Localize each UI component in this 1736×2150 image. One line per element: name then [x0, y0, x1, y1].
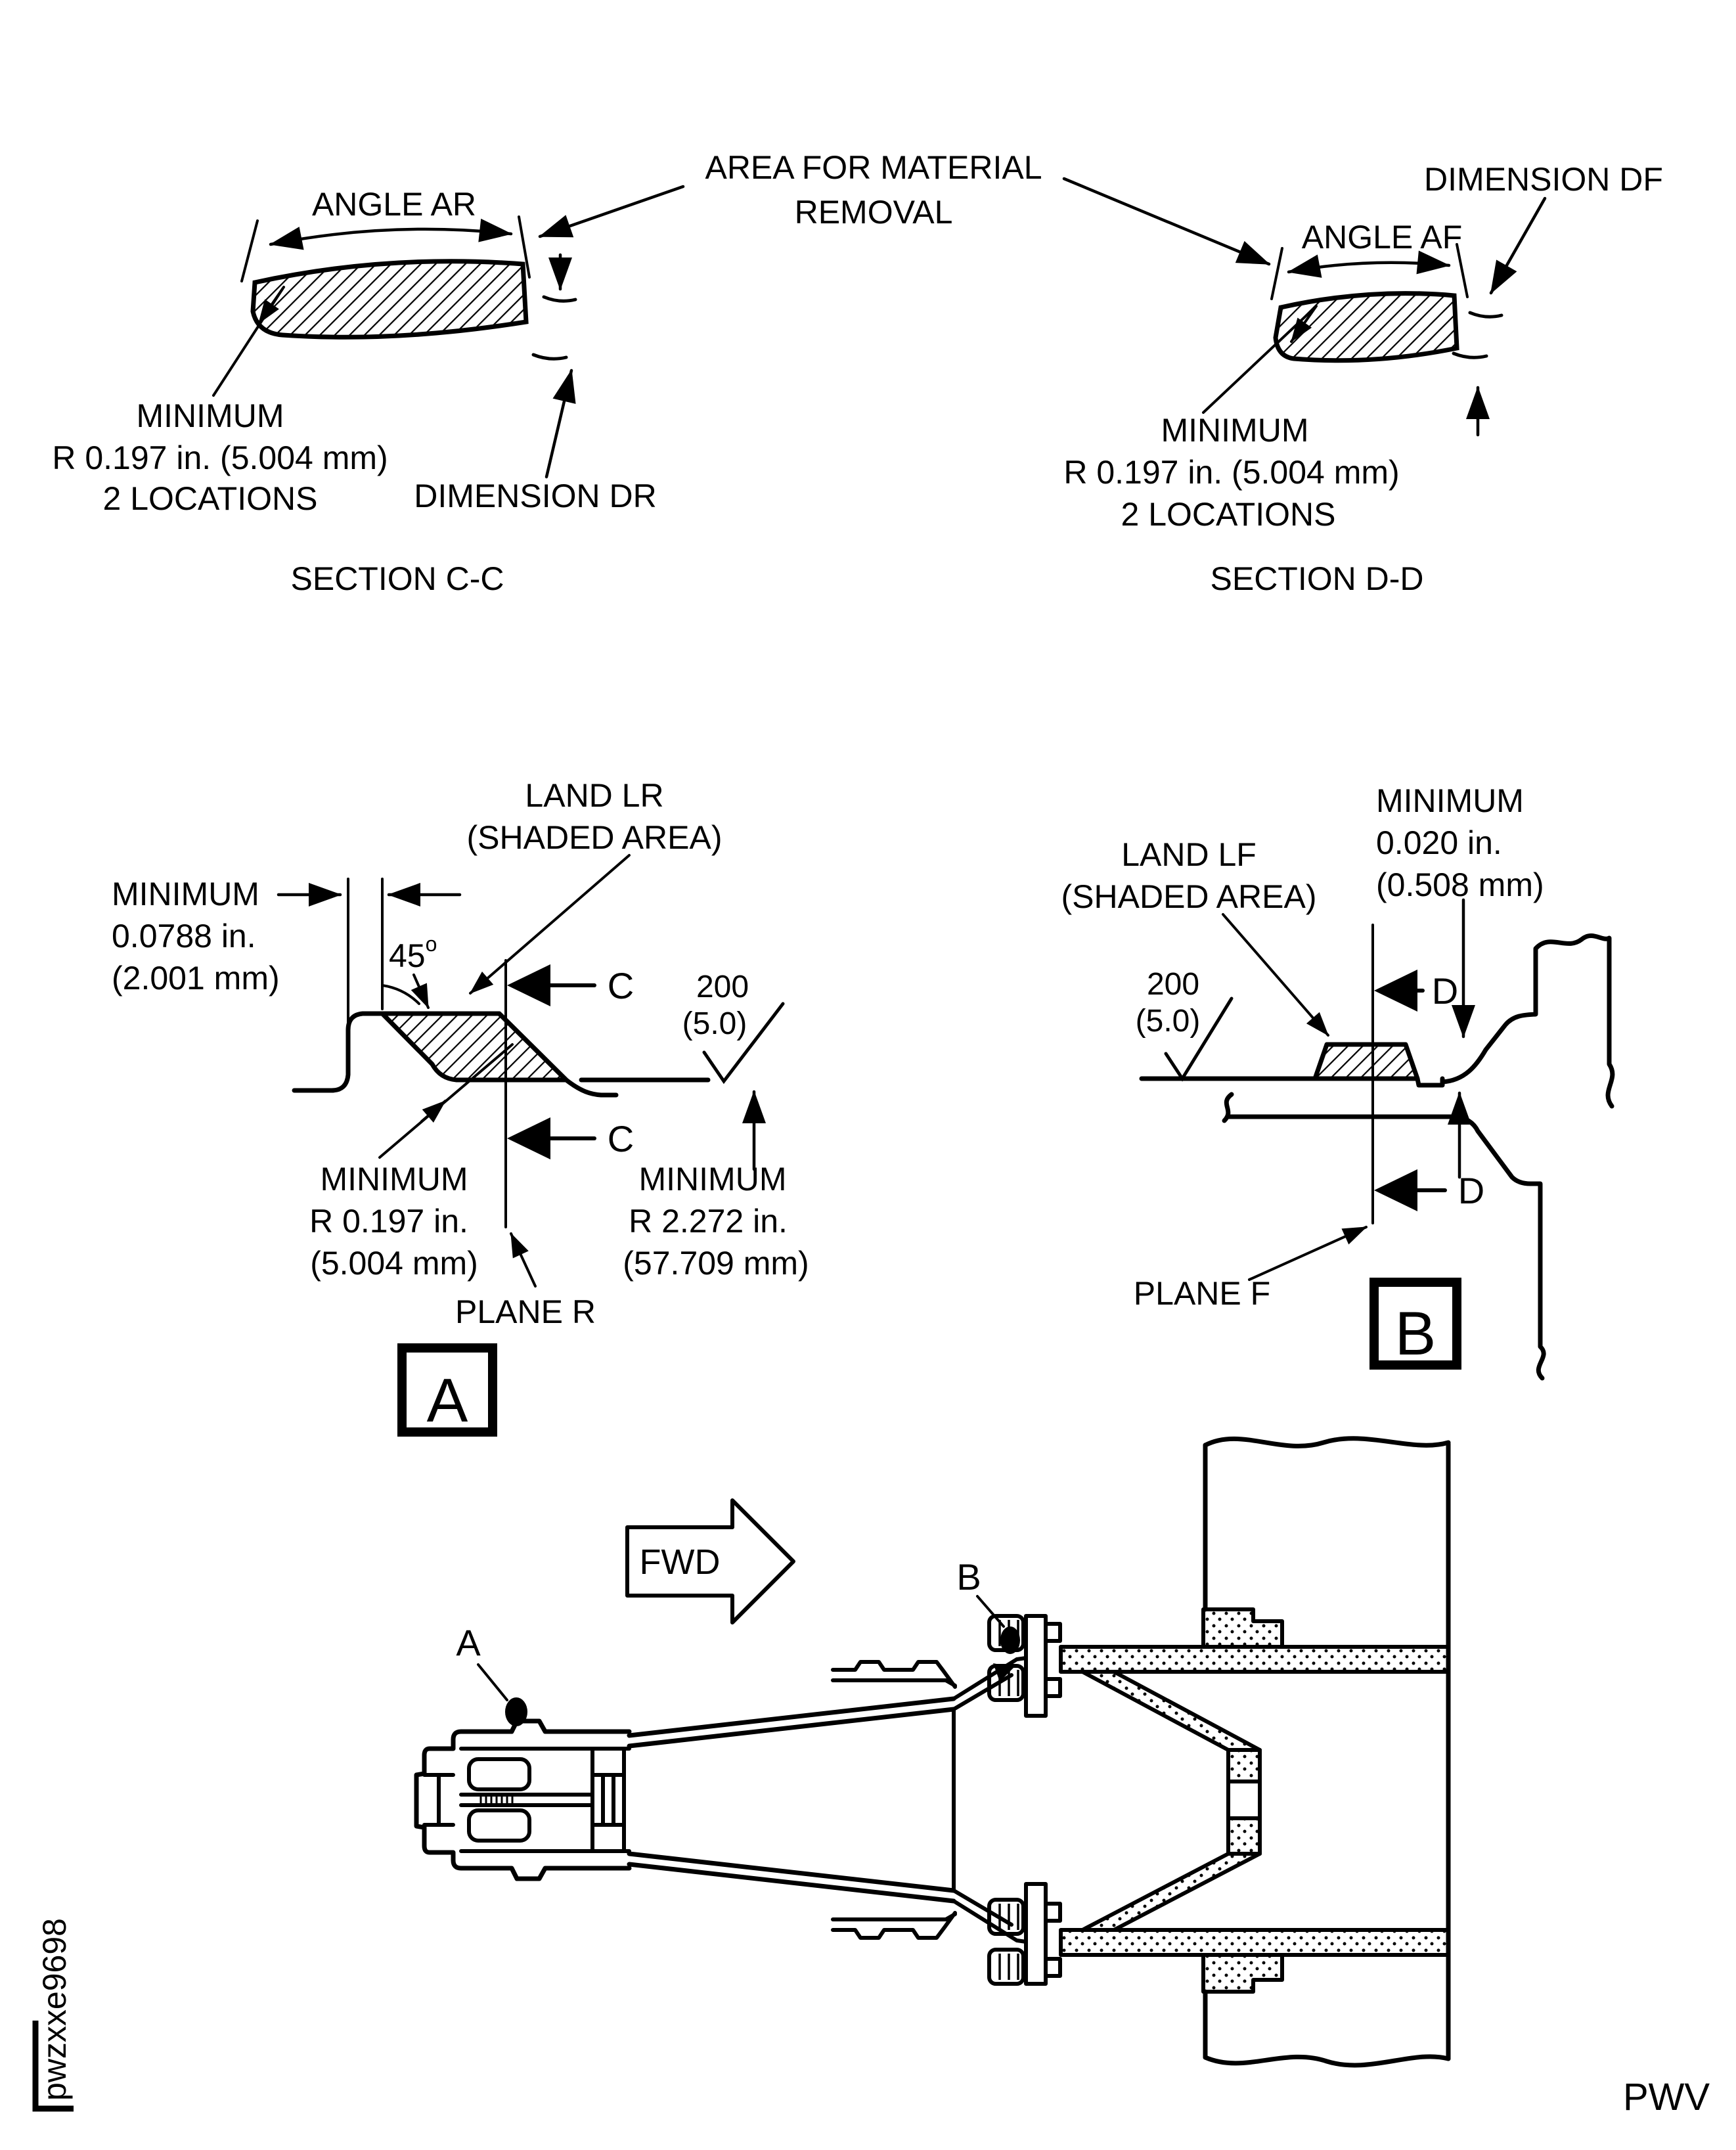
land-lf-line1: LAND LF	[1121, 836, 1257, 873]
section-c-letter-bottom: C	[607, 1118, 634, 1159]
minb-line3: (0.508 mm)	[1376, 866, 1544, 903]
cc-min-line1: MINIMUM	[136, 397, 284, 434]
dd-min-line1: MINIMUM	[1161, 412, 1309, 449]
finish-50-a: (5.0)	[682, 1006, 747, 1041]
callout-a-label: A	[456, 1622, 481, 1663]
page-code: PWV	[1622, 2076, 1710, 2118]
material-removal-band-cc	[253, 261, 526, 338]
land-lr-line1: LAND LR	[525, 777, 664, 814]
minr2-line3: (57.709 mm)	[623, 1245, 809, 1282]
land-lf-line2: (SHADED AREA)	[1061, 878, 1317, 915]
minw-line3: (2.001 mm)	[112, 960, 280, 997]
plane-f-label: PLANE F	[1133, 1275, 1271, 1312]
angle-45-label: 45$^o$	[389, 932, 437, 974]
plane-r-label: PLANE R	[455, 1293, 596, 1330]
dimension-df-label: DIMENSION DF	[1424, 161, 1663, 198]
dd-min-line3: 2 LOCATIONS	[1121, 496, 1336, 533]
minr1-line1: MINIMUM	[320, 1161, 468, 1198]
section-cc-title: SECTION C-C	[290, 560, 504, 597]
dd-min-line2: R 0.197 in. (5.004 mm)	[1063, 454, 1400, 491]
angle-ar-label: ANGLE AR	[311, 186, 477, 223]
angle-af-label: ANGLE AF	[1301, 219, 1463, 256]
finish-50-b: (5.0)	[1135, 1004, 1201, 1039]
minr1-line3: (5.004 mm)	[310, 1245, 478, 1282]
land-lr-line2: (SHADED AREA)	[466, 819, 723, 856]
area-note-line1: AREA FOR MATERIAL	[705, 149, 1042, 186]
section-dd-title: SECTION D-D	[1210, 560, 1424, 597]
section-d-letter-top: D	[1431, 970, 1459, 1012]
minb-line1: MINIMUM	[1376, 782, 1524, 819]
cc-min-line3: 2 LOCATIONS	[102, 480, 318, 517]
minb-line2: 0.020 in.	[1376, 824, 1502, 861]
minw-line1: MINIMUM	[112, 876, 259, 912]
finish-200-b: 200	[1146, 967, 1200, 1002]
area-note-line2: REMOVAL	[794, 194, 953, 231]
minr1-line2: R 0.197 in.	[309, 1203, 468, 1240]
finish-200-a: 200	[696, 970, 749, 1004]
minw-line2: 0.0788 in.	[112, 918, 256, 954]
dimension-dr-label: DIMENSION DR	[414, 478, 657, 514]
section-d-letter-bottom: D	[1458, 1170, 1485, 1211]
fwd-label: FWD	[639, 1542, 721, 1582]
callout-b-label: B	[956, 1556, 981, 1598]
land-lf-hatch	[1315, 1044, 1417, 1079]
section-c-letter-top: C	[607, 965, 634, 1006]
detail-a-box-letter: A	[426, 1366, 468, 1435]
minr2-line2: R 2.272 in.	[629, 1203, 788, 1240]
detail-b-box-letter: B	[1394, 1299, 1436, 1368]
minr2-line1: MINIMUM	[638, 1161, 787, 1198]
cc-min-line2: R 0.197 in. (5.004 mm)	[52, 439, 388, 476]
doc-code: pwzxxe9698	[36, 1918, 73, 2101]
